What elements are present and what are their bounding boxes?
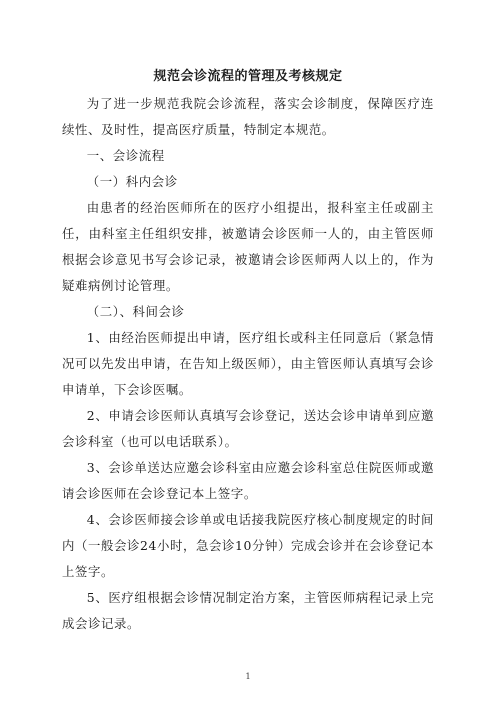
subsection-heading-internal: （一）科内会诊 (86, 174, 178, 189)
list-item-5: 5、医疗组根据会诊情况制定治方案，主管医师病程记录上完成会诊记录。 (62, 590, 434, 631)
list-item-3: 3、会诊单送达应邀会诊科室由应邀会诊科室总住院医师或邀请会诊医师在会诊登记本上签字。 (62, 460, 434, 501)
list-item-2: 2、申请会诊医师认真填写会诊登记，送达会诊申请单到应邀会诊科室（也可以电话联系）。 (62, 408, 434, 449)
document-title: 规范会诊流程的管理及考核规定 (153, 69, 343, 84)
list-item-4: 4、会诊医师接会诊单或电话接我院医疗核心制度规定的时间内（一般会诊24小时，急会诊10分钟）完成会诊并在会诊登记本上签字。 (62, 512, 434, 579)
list-item-1: 1、由经治医师提出申请，医疗组长或科主任同意后（紧急情况可以先发出申请，在告知上级医师），由主管医师认真填写会诊申请单，下会诊医嘱。 (62, 330, 434, 397)
section-heading-consultation-process: 一、会诊流程 (86, 148, 165, 163)
internal-consultation-paragraph: 由患者的经治医师所在的医疗小组提出，报科室主任或副主任，由科室主任组织安排，被邀请会诊医师一人的，由主管医师根据会诊意见书写会诊记录，被邀请会诊医师两人以上的，作为疑难病例讨论管理。 (62, 200, 434, 293)
page-number: 1 (245, 672, 251, 681)
intro-paragraph: 为了进一步规范我院会诊流程，落实会诊制度，保障医疗连续性、及时性，提高医疗质量，特制定本规范。 (62, 96, 434, 137)
subsection-heading-interdepartmental: （二）、科间会诊 (86, 304, 185, 319)
